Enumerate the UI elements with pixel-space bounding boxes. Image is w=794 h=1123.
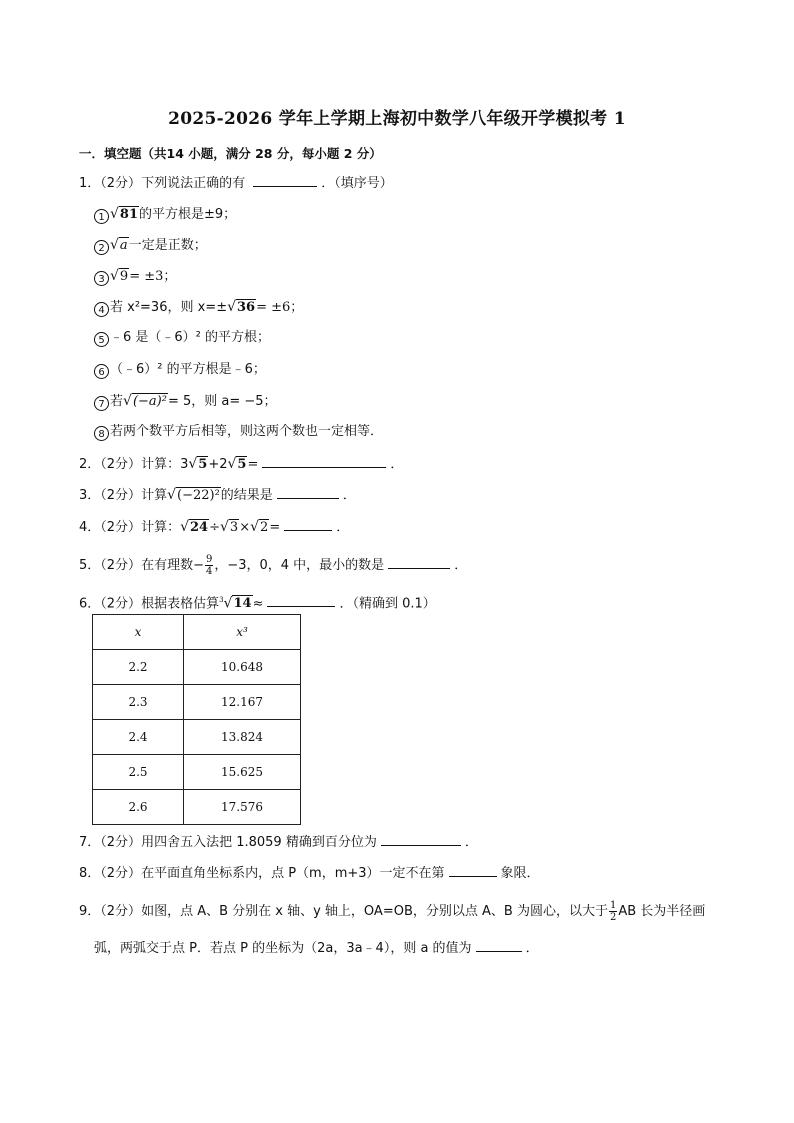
question-score: （2分）: [100, 866, 142, 881]
question-number: 4．: [79, 520, 101, 535]
radical: √a: [110, 237, 128, 253]
question-score: （2分）: [100, 176, 142, 191]
question-suffix: ．（填序号）: [321, 176, 393, 191]
answer-blank[interactable]: [476, 939, 522, 952]
option-text: 的平方根是±9；: [139, 207, 237, 222]
table-cell: 2.4: [93, 720, 184, 755]
option-text: ﹣6 是（﹣6）² 的平方根；: [110, 330, 271, 345]
question-suffix: ．: [464, 835, 478, 850]
question-text: 下列说法正确的有: [141, 176, 246, 191]
question-score: （2分）: [100, 835, 142, 850]
question-text: 如图，点 A、B 分别在 x 轴、y 轴上，OA=OB，分别以点 A、B 为圆心，以大于: [141, 904, 608, 919]
question-score: （2分）: [100, 558, 142, 573]
option-marker: 6: [94, 364, 109, 379]
question-9: [79, 900, 705, 923]
table-cell: 13.824: [184, 720, 301, 755]
answer-blank[interactable]: [267, 594, 335, 607]
question-score: （2分）: [100, 457, 142, 472]
table-header: x³: [184, 615, 301, 650]
option-text: 若两个数平方后相等，则这两个数也一定相等．: [110, 424, 384, 439]
table-cell: 12.167: [184, 685, 301, 720]
option-marker: 7: [94, 396, 109, 411]
radical: √24: [180, 519, 209, 535]
option-text: 一定是正数；: [128, 238, 207, 253]
question-suffix: ．（精确到 0.1）: [339, 596, 436, 612]
question-text: 根据表格估算: [141, 596, 220, 612]
option-text: （﹣6）² 的平方根是﹣6；: [110, 362, 266, 377]
radical: √5: [188, 456, 208, 472]
equals-sign: =: [247, 457, 259, 472]
option-prefix: 若 x²=36，则 x=±: [110, 300, 228, 315]
table-row: [93, 790, 301, 825]
answer-blank[interactable]: [277, 486, 339, 499]
question-text: AB 长为半径画: [618, 904, 706, 919]
fraction: $\frac{1}{2}$: [609, 900, 617, 923]
question-8: [79, 864, 540, 883]
radical: √2: [250, 519, 269, 535]
table-cell: 15.625: [184, 755, 301, 790]
radical: √81: [110, 206, 139, 222]
question-suffix: 象限．: [500, 866, 540, 881]
radical: √(−a)²: [123, 393, 167, 409]
radical: √36: [227, 299, 256, 315]
table-header: x: [93, 615, 184, 650]
answer-blank[interactable]: [381, 833, 461, 846]
question-number: 8．: [79, 866, 101, 881]
answer-blank[interactable]: [449, 864, 497, 877]
answer-blank[interactable]: [262, 455, 386, 468]
question-text: 在有理数−: [141, 558, 204, 573]
option-marker: 2: [94, 240, 109, 255]
table-cell: 10.648: [184, 650, 301, 685]
question-number: 6．: [79, 596, 101, 612]
q1-option-8: [94, 423, 383, 441]
exam-title: 2025-2026 学年上学期上海初中数学八年级开学模拟考 1: [168, 109, 626, 129]
question-text: 弧，两弧交于点 P．若点 P 的坐标为（2a，3a﹣4），则 a 的值为: [94, 941, 472, 956]
question-6: [79, 591, 436, 613]
question-suffix: ．: [342, 488, 356, 503]
q1-option-2: [94, 236, 207, 255]
radical: √(−22)²: [167, 487, 220, 503]
question-suffix: ．: [454, 558, 468, 573]
q1-option-7: [94, 392, 277, 411]
cube-table: [92, 614, 301, 825]
table-header-row: [93, 615, 301, 650]
option-marker: 3: [94, 271, 109, 286]
table-row: [93, 650, 301, 685]
operator: +2: [208, 457, 228, 472]
question-text: 计算：3: [141, 457, 189, 472]
section-heading: 一．填空题（共14 小题，满分 28 分，每小题 2 分）: [79, 146, 382, 161]
question-score: （2分）: [100, 904, 142, 919]
cube-root: $^3$√14: [219, 595, 252, 612]
operator: ÷: [209, 520, 220, 535]
question-2: [79, 455, 403, 474]
q1-option-1: [94, 205, 236, 224]
option-marker: 4: [94, 302, 109, 317]
table-cell: 2.3: [93, 685, 184, 720]
question-text: 的结果是: [220, 488, 273, 503]
answer-blank[interactable]: [284, 518, 332, 531]
question-9-line-2: [94, 939, 539, 958]
question-text: 用四舍五入法把 1.8059 精确到百分位为: [141, 835, 377, 850]
operator: ×: [239, 520, 251, 535]
question-number: 3．: [79, 488, 101, 503]
answer-blank[interactable]: [253, 174, 317, 187]
q1-option-3: [94, 267, 176, 286]
question-suffix: ．: [525, 941, 539, 956]
question-text: 计算：: [141, 520, 181, 535]
question-suffix: ．: [390, 457, 404, 472]
q1-option-5: [94, 329, 270, 347]
question-text: 计算: [141, 488, 168, 503]
question-number: 2．: [79, 457, 101, 472]
option-text: = 5，则 a= −5；: [167, 394, 277, 409]
option-text: = ±6；: [256, 300, 304, 315]
table-row: [93, 720, 301, 755]
table-row: [93, 755, 301, 790]
question-number: 1．: [79, 176, 101, 191]
q1-option-6: [94, 361, 266, 379]
question-text: 在平面直角坐标系内，点 P（m，m+3）一定不在第: [141, 866, 445, 881]
radical: √9: [110, 268, 129, 284]
question-suffix: ．: [336, 520, 350, 535]
question-number: 7．: [79, 835, 101, 850]
table-cell: 2.6: [93, 790, 184, 825]
question-4: [79, 518, 349, 537]
table-cell: 2.5: [93, 755, 184, 790]
table-cell: 17.576: [184, 790, 301, 825]
radical: √3: [220, 519, 239, 535]
question-number: 5．: [79, 558, 101, 573]
option-prefix: 若: [110, 394, 124, 409]
question-1: [79, 174, 393, 193]
answer-blank[interactable]: [388, 556, 450, 569]
equals-sign: =: [269, 520, 281, 535]
option-text: = ±3；: [129, 269, 177, 284]
question-score: （2分）: [100, 520, 142, 535]
question-3: [79, 486, 356, 505]
fraction: $\frac{9}{4}$: [205, 554, 213, 577]
question-score: （2分）: [100, 488, 142, 503]
option-marker: 8: [94, 426, 109, 441]
option-marker: 1: [94, 209, 109, 224]
approx-sign: ≈: [252, 596, 264, 612]
option-marker: 5: [94, 332, 109, 347]
q1-option-4: [94, 298, 303, 317]
question-7: [79, 833, 478, 852]
table-row: [93, 685, 301, 720]
radical: √5: [227, 456, 247, 472]
question-number: 9．: [79, 904, 101, 919]
question-5: [79, 554, 467, 577]
question-score: （2分）: [100, 596, 142, 612]
question-text: ，−3，0，4 中，最小的数是: [214, 558, 385, 573]
table-cell: 2.2: [93, 650, 184, 685]
